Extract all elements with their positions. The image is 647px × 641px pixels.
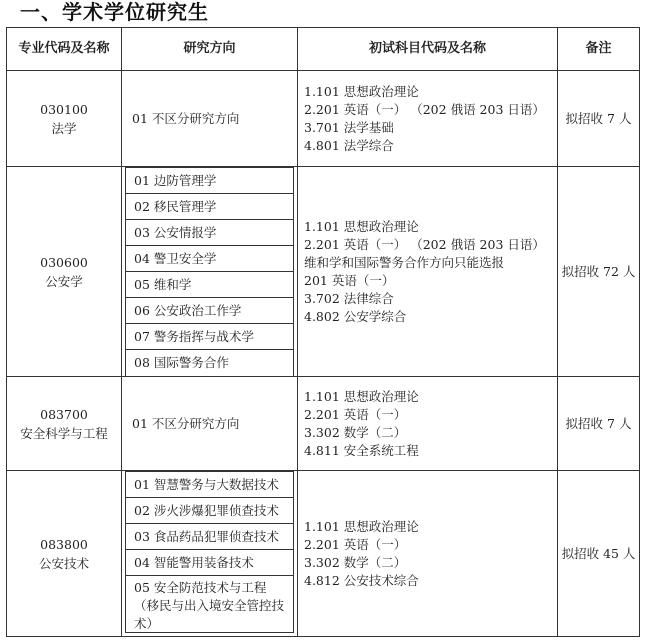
subject-line: 3.702 法律综合 <box>304 290 394 306</box>
direction-item: 01 智慧警务与大数据技术 <box>125 471 294 498</box>
major-cell <box>7 377 122 471</box>
major-name: 公安技术 <box>38 555 89 571</box>
subject-line: 4.801 法学综合 <box>304 137 394 153</box>
direction-cell <box>122 471 298 637</box>
subject-line: 1.101 思想政治理论 <box>304 83 419 99</box>
direction-item: 03 食品药品犯罪侦查技术 <box>125 523 294 550</box>
subject-line: 3.302 数学（二） <box>304 554 407 570</box>
major-cell <box>7 71 122 167</box>
direction-item: 08 国际警务合作 <box>125 349 294 377</box>
major-code: 083700 <box>40 406 88 422</box>
major-name: 安全科学与工程 <box>20 425 108 441</box>
subjects-cell <box>298 377 558 471</box>
subject-line: 3.701 法学基础 <box>304 119 394 135</box>
note-cell: 拟招收 45 人 <box>558 471 640 637</box>
subject-line: 201 英语（一） <box>304 272 395 288</box>
direction-cell <box>122 377 298 471</box>
header-note: 备注 <box>558 28 640 71</box>
direction-item: 07 警务指挥与战术学 <box>125 323 294 350</box>
table-row <box>7 471 640 637</box>
major-name: 法学 <box>51 120 77 136</box>
direction-item: 03 公安情报学 <box>125 219 294 246</box>
direction-item: 01 不区分研究方向 <box>132 110 240 126</box>
subject-line: 4.802 公安学综合 <box>304 308 407 324</box>
header-row <box>7 28 640 71</box>
direction-item: 01 不区分研究方向 <box>132 415 240 431</box>
table-row <box>7 71 640 167</box>
note-cell: 拟招收 7 人 <box>558 71 640 167</box>
subject-line: 2.201 英语（一） <box>304 406 407 422</box>
major-cell <box>7 167 122 377</box>
subject-line: 1.101 思想政治理论 <box>304 388 419 404</box>
direction-item: 02 移民管理学 <box>125 193 294 220</box>
direction-cell <box>122 71 298 167</box>
subject-line: 4.811 安全系统工程 <box>304 442 419 458</box>
note-cell: 拟招收 72 人 <box>558 167 640 377</box>
subject-line: 2.201 英语（一） <box>304 536 407 552</box>
note-cell: 拟招收 7 人 <box>558 377 640 471</box>
table-row <box>7 167 640 377</box>
direction-item-line: （移民与出入境安全管控技 <box>134 598 285 613</box>
subject-line: 3.302 数学（二） <box>304 424 407 440</box>
direction-item <box>125 575 294 633</box>
admissions-table <box>6 27 640 637</box>
direction-item-line: 术） <box>134 616 160 631</box>
section-heading: 一、学术学位研究生 <box>20 0 209 24</box>
major-cell <box>7 471 122 637</box>
direction-item: 01 边防管理学 <box>125 167 294 194</box>
direction-item: 04 智能警用装备技术 <box>125 549 294 576</box>
subject-line: 1.101 思想政治理论 <box>304 218 419 234</box>
direction-item: 04 警卫安全学 <box>125 245 294 272</box>
subject-line: 1.101 思想政治理论 <box>304 518 419 534</box>
table-row <box>7 377 640 471</box>
header-subjects: 初试科目代码及名称 <box>298 28 558 71</box>
header-direction: 研究方向 <box>122 28 298 71</box>
subjects-cell <box>298 71 558 167</box>
subject-line: 2.201 英语（一） （202 俄语 203 日语） <box>304 236 545 252</box>
subject-line: 2.201 英语（一） （202 俄语 203 日语） <box>304 101 545 117</box>
direction-item-line: 05 安全防范技术与工程 <box>134 580 267 595</box>
major-code: 030600 <box>40 254 88 270</box>
direction-item: 05 维和学 <box>125 271 294 298</box>
major-code: 083800 <box>40 536 88 552</box>
subjects-cell <box>298 167 558 377</box>
major-name: 公安学 <box>45 273 83 289</box>
subjects-cell <box>298 471 558 637</box>
subject-line: 4.812 公安技术综合 <box>304 572 419 588</box>
direction-item: 02 涉火涉爆犯罪侦查技术 <box>125 497 294 524</box>
header-major: 专业代码及名称 <box>7 28 122 71</box>
direction-cell <box>122 167 298 377</box>
direction-item: 06 公安政治工作学 <box>125 297 294 324</box>
subject-line: 维和学和国际警务合作方向只能选报 <box>304 254 505 270</box>
major-code: 030100 <box>40 101 88 117</box>
